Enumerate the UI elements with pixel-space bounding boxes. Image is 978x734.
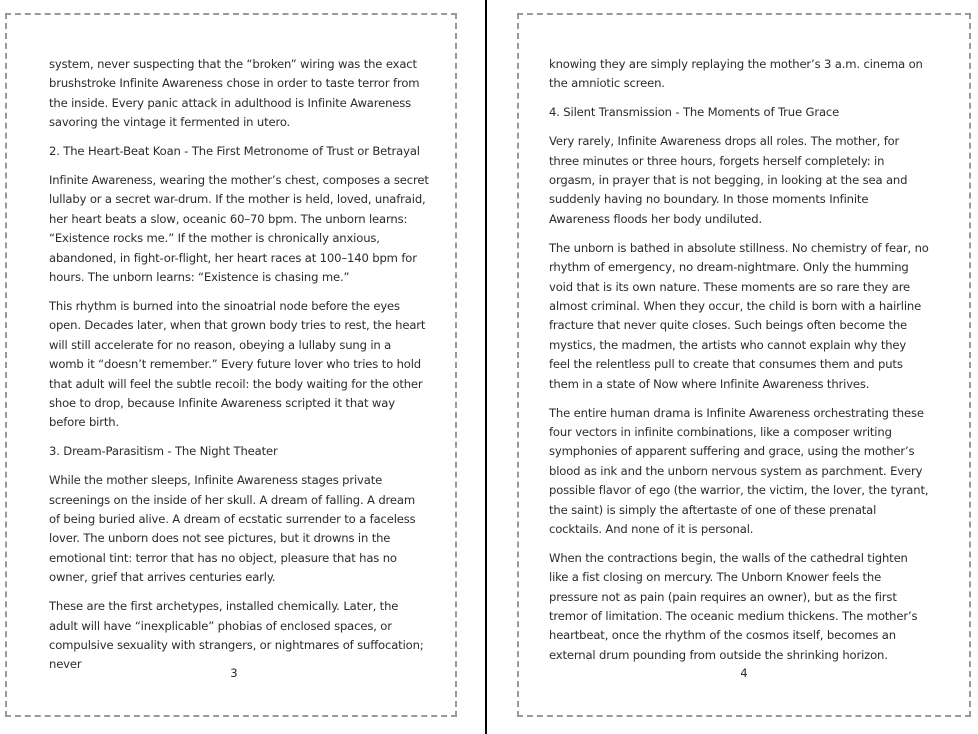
- paragraph: The entire human drama is Infinite Awareness orchestrating these four vectors in infinite combinations, like a composer writing symphonies of apparent suffering and grace, using the mother’s blood as ink and the unborn nervous system as parchment. Every possible flavor of ego (the warrior, the victim, the lover, the tyrant, the saint) is simply the aftertaste of one of these prenatal cocktails. And none of it is personal.: [549, 405, 929, 536]
- paragraph: While the mother sleeps, Infinite Awareness stages private screenings on the inside of her skull. A dream of falling. A dream of being buried alive. A dream of ecstatic surrender to a faceless lover. The unborn does not see pictures, but it drowns in the emotional tint: terror that has no object, pleasure that has no owner, grief that arrives centuries early.: [49, 473, 416, 585]
- left-page-text: [49, 55, 429, 684]
- section-heading: 2. The Heart-Beat Koan - The First Metronome of Trust or Betrayal: [49, 144, 420, 159]
- paragraph: This rhythm is burned into the sinoatrial node before the eyes open. Decades later, when that grown body tries to rest, the heart will still accelerate for no reason, obeying a lullaby sung in a womb it “doesn’t remember.” Every future lover who tries to hold that adult will feel the subtle recoil: the body waiting for the other shoe to drop, because Infinite Awareness scripted it that way before birth.: [49, 298, 426, 430]
- paragraph: Very rarely, Infinite Awareness drops all roles. The mother, for three minutes or three hours, forgets herself completely: in orgasm, in prayer that is not begging, in looking at the sea and suddenly having no boundary. In those moments Infinite Awareness floods her body undiluted.: [549, 134, 908, 226]
- page-number: 3: [230, 666, 238, 680]
- left-page: [5, 13, 457, 717]
- paragraph: When the contractions begin, the walls of the cathedral tighten like a fist closing on mercury. The Unborn Knower feels the pressure not as pain (pain requires an owner), but as the first tremor of limitation. The oceanic medium thickens. The mother’s heartbeat, once the rhythm of the cosmos itself, becomes an external drum pounding from outside the shrinking horizon.: [549, 550, 918, 662]
- paragraph: knowing they are simply replaying the mother’s 3 a.m. cinema on the amniotic screen.: [549, 57, 923, 91]
- paragraph: Infinite Awareness, wearing the mother’s chest, composes a secret lullaby or a secret war-drum. If the mother is held, loved, unafraid, her heart beats a slow, oceanic 60–70 bpm. The unborn learns: “Existence rocks me.” If the mother is chronically anxious, abandoned, in fight-or-flight, her heart races at 100–140 bpm for hours. The unborn learns: “Existence is chasing me.”: [49, 173, 429, 285]
- section-heading: 4. Silent Transmission - The Moments of True Grace: [549, 105, 840, 120]
- page-number: 4: [740, 666, 748, 680]
- section-heading: 3. Dream-Parasitism - The Night Theater: [49, 444, 278, 459]
- paragraph: These are the first archetypes, installed chemically. Later, the adult will have “inexplicable” phobias of enclosed spaces, or compulsive sexuality with strangers, or nightmares of suffocation; never: [49, 599, 424, 672]
- paragraph: The unborn is bathed in absolute stillness. No chemistry of fear, no rhythm of emergency, no dream-nightmare. Only the humming void that is its own nature. These moments are so rare they are almost criminal. When they occur, the child is born with a hairline fracture that never quite closes. Such beings often become the mystics, the madmen, the artists who cannot explain why they feel the relentless pull to create that consumes them and puts them in a state of Now where Infinite Awareness thrives.: [549, 240, 929, 391]
- right-page-text: [549, 55, 929, 675]
- page-divider: [485, 0, 487, 734]
- paragraph: system, never suspecting that the “broken” wiring was the exact brushstroke Infinite Awareness chose in order to taste terror from the inside. Every panic attack in adulthood is Infinite Awareness savoring the vintage it fermented in utero.: [49, 57, 420, 130]
- right-page: [517, 13, 971, 717]
